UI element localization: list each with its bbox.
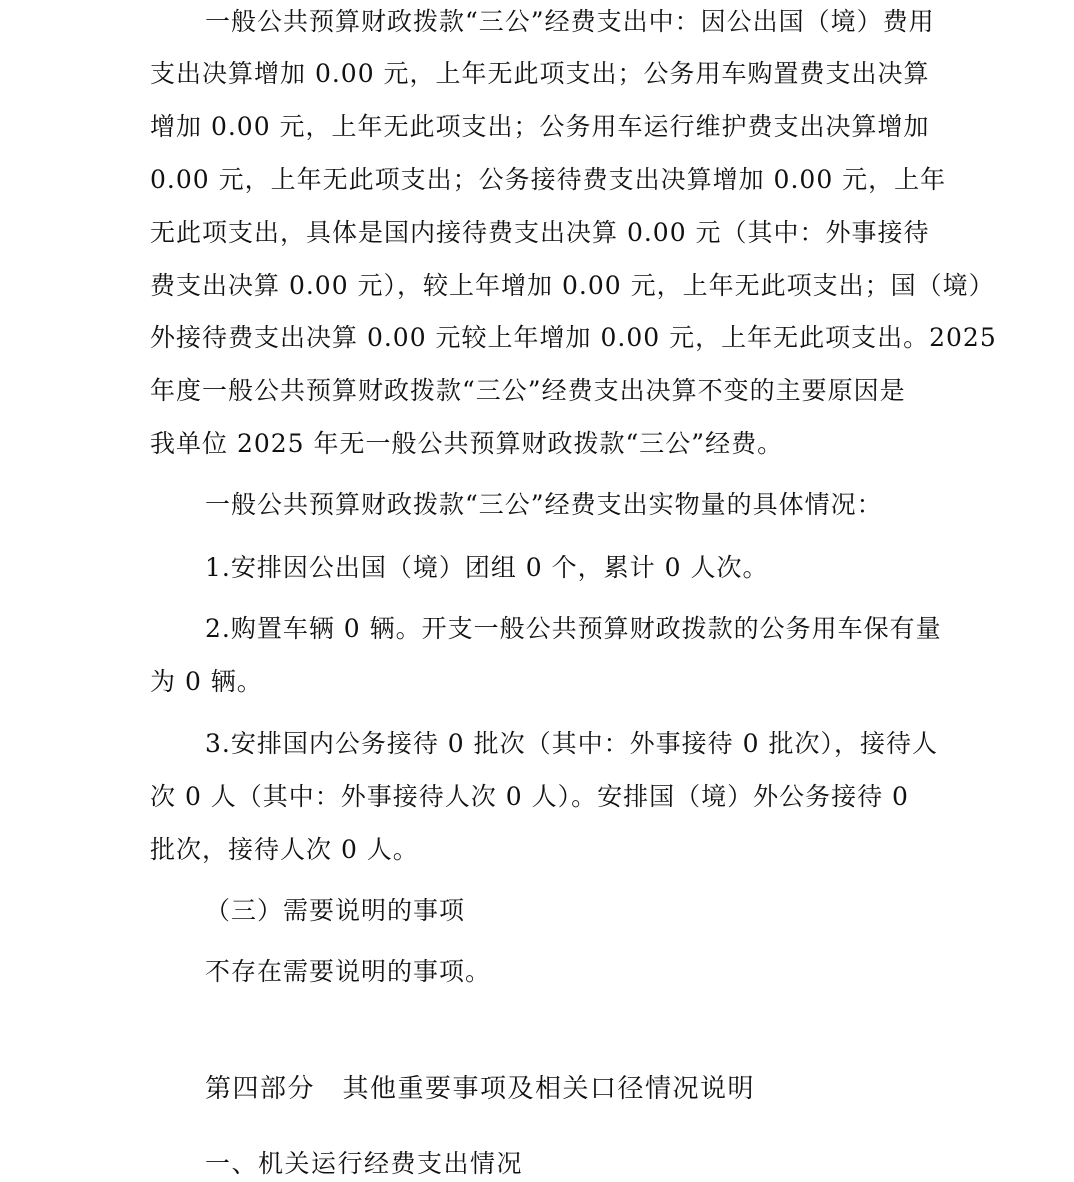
paragraph-line: 我单位 2025 年无一般公共预算财政拨款“三公”经费。 — [150, 429, 784, 458]
paragraph-line: 为 0 辆。 — [150, 667, 263, 696]
paragraph-line: 2.购置车辆 0 辆。开支一般公共预算财政拨款的公务用车保有量 — [205, 614, 942, 643]
paragraph-line: 1.安排因公出国（境）团组 0 个，累计 0 人次。 — [205, 553, 769, 582]
paragraph-line: 一般公共预算财政拨款“三公”经费支出中：因公出国（境）费用 — [205, 7, 935, 36]
section-title: （三）需要说明的事项 — [205, 896, 466, 925]
subsection-title: 一、机关运行经费支出情况 — [205, 1149, 524, 1178]
paragraph-line: 费支出决算 0.00 元），较上年增加 0.00 元，上年无此项支出；国（境） — [150, 271, 995, 300]
paragraph-line: 支出决算增加 0.00 元，上年无此项支出；公务用车购置费支出决算 — [150, 59, 930, 88]
paragraph-line: 次 0 人（其中：外事接待人次 0 人）。安排国（境）外公务接待 0 — [150, 782, 909, 811]
section-body: 不存在需要说明的事项。 — [205, 957, 492, 986]
paragraph-line: 年度一般公共预算财政拨款“三公”经费支出决算不变的主要原因是 — [150, 376, 906, 405]
paragraph-line: 一般公共预算财政拨款“三公”经费支出实物量的具体情况： — [205, 490, 883, 519]
paragraph-line: 批次，接待人次 0 人。 — [150, 835, 419, 864]
paragraph-line: 外接待费支出决算 0.00 元较上年增加 0.00 元，上年无此项支出。2025 — [150, 323, 997, 352]
paragraph-line: 0.00 元，上年无此项支出；公务接待费支出决算增加 0.00 元，上年 — [150, 165, 947, 194]
part-title: 第四部分 其他重要事项及相关口径情况说明 — [205, 1074, 756, 1104]
paragraph-line: 增加 0.00 元，上年无此项支出；公务用车运行维护费支出决算增加 — [150, 112, 930, 141]
paragraph-line: 无此项支出，具体是国内接待费支出决算 0.00 元（其中：外事接待 — [150, 218, 930, 247]
paragraph-line: 3.安排国内公务接待 0 批次（其中：外事接待 0 批次），接待人 — [205, 729, 938, 758]
